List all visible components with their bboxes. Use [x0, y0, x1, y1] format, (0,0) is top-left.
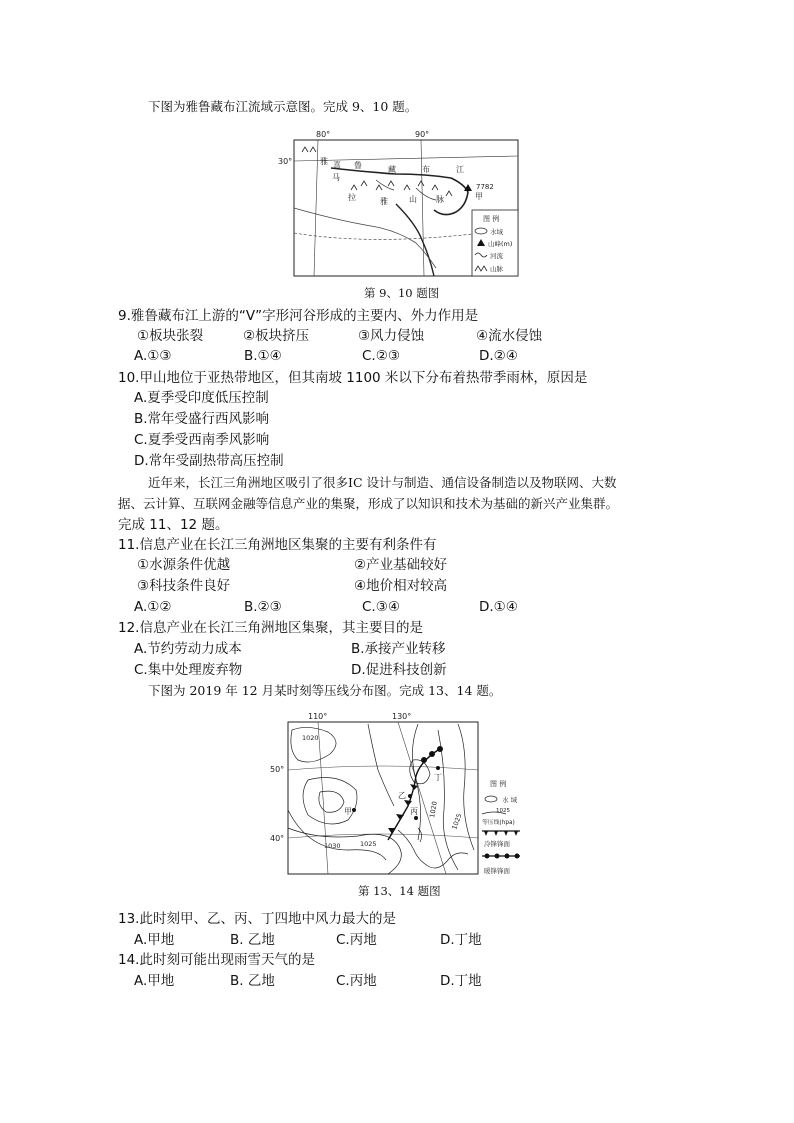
legend-warm-front: 暖锋锋面 [484, 867, 510, 875]
yarlung-tsangpo-map [276, 128, 526, 280]
river-char: 江 [456, 165, 464, 174]
point-jia-marker [352, 808, 356, 812]
lon-label-130: 130° [392, 712, 412, 721]
river-char: 雅 [320, 157, 328, 166]
figure-caption: 第 9、10 题图 [364, 286, 440, 300]
question-12-stem: 12.信息产业在长江三角洲地区集聚，其主要目的是 [118, 620, 423, 636]
isobar-label: 1020 [302, 734, 319, 742]
q13-option-b[interactable]: B. 乙地 [230, 932, 275, 948]
point-yi: 乙 [398, 791, 406, 800]
isobar-label: 1025 [360, 840, 377, 848]
intro-paragraph-line: 近年来，长江三角洲地区吸引了很多IC 设计与制造、通信设备制造以及物联网、大数 [148, 475, 617, 490]
question-13-stem: 13.此时刻甲、乙、丙、丁四地中风力最大的是 [118, 911, 396, 927]
lat-line-40 [288, 834, 478, 838]
lon-line-90 [421, 140, 424, 276]
point-ding-marker [436, 766, 440, 770]
legend-mountain: 山脉 [490, 265, 503, 273]
point-bing-marker [414, 816, 418, 820]
q9-option-c[interactable]: C.②③ [362, 348, 400, 364]
legend-cold-front-icon [484, 831, 518, 836]
river-char: 藏 [388, 165, 396, 174]
intro-paragraph-line: 完成 11、12 题。 [118, 517, 229, 533]
question-14-stem: 14.此时刻可能出现雨雪天气的是 [118, 952, 315, 968]
legend-isobar-value: 1025 [496, 808, 510, 814]
isobar-label: 1020 [428, 800, 439, 819]
q12-option-d[interactable]: D.促进科技创新 [351, 662, 447, 678]
q11-option-c[interactable]: C.③④ [362, 599, 400, 615]
q14-option-b[interactable]: B. 乙地 [230, 973, 275, 989]
legend-peak: 山峰(m) [488, 240, 513, 248]
legend-title: 图 例 [490, 780, 507, 788]
q9-option-b[interactable]: B.①④ [244, 348, 282, 364]
lat-line-50 [288, 766, 478, 770]
point-jia: 甲 [344, 807, 352, 816]
legend-water-icon [485, 796, 497, 802]
river-lower [396, 204, 434, 276]
q11-item: ①水源条件优越 [137, 557, 231, 573]
q11-option-d[interactable]: D.①④ [479, 599, 518, 615]
mountain-char: 雅 [380, 197, 388, 206]
coastline [398, 830, 468, 868]
question-9-stem: 9.雅鲁藏布江上游的“V”字形河谷形成的主要内、外力作用是 [118, 308, 479, 324]
q12-option-b[interactable]: B.承接产业转移 [351, 641, 446, 657]
warm-front-semicircles [421, 746, 443, 763]
q9-item: ③风力侵蚀 [358, 328, 425, 344]
isobar-label: 1030 [324, 842, 341, 850]
isobar-label: 1025 [450, 812, 464, 831]
question-10-stem: 10.甲山地位于亚热带地区，但其南坡 1100 米以下分布着热带季雨林，原因是 [118, 370, 588, 386]
point-ding: 丁 [434, 773, 442, 782]
map-frame [288, 722, 478, 874]
question-11-stem: 11.信息产业在长江三角洲地区集聚的主要有利条件有 [118, 537, 437, 553]
lon-line-110 [318, 722, 328, 874]
q13-option-a[interactable]: A.甲地 [134, 932, 175, 948]
q9-item: ②板块挤压 [243, 328, 310, 344]
q11-option-b[interactable]: B.②③ [244, 599, 282, 615]
intro-text: 下图为 2019 年 12 月某时刻等压线分布图。完成 13、14 题。 [148, 683, 502, 698]
mountain-char: 马 [332, 173, 340, 182]
mountain-char: 脉 [436, 195, 444, 204]
q11-item: ②产业基础较好 [354, 557, 448, 573]
peak-height: 7782 [476, 183, 494, 191]
q12-option-c[interactable]: C.集中处理废弃物 [134, 662, 243, 678]
tributary [416, 188, 436, 200]
legend-river: 河流 [490, 252, 503, 260]
q10-option-b[interactable]: B.常年受盛行西风影响 [134, 411, 270, 427]
mountain-char: 喜 [333, 161, 341, 170]
intro-paragraph-line: 据、云计算、互联网金融等信息产业的集聚，形成了以知识和技术为基础的新兴产业集群。 [118, 496, 619, 511]
q11-item: ③科技条件良好 [137, 578, 231, 594]
isobar-lines [288, 724, 474, 874]
q9-item: ④流水侵蚀 [476, 328, 543, 344]
lon-label-110: 110° [308, 712, 328, 721]
q12-option-a[interactable]: A.节约劳动力成本 [134, 641, 242, 657]
point-yi-marker [408, 794, 412, 798]
q11-option-a[interactable]: A.①② [134, 599, 172, 615]
intro-text: 下图为雅鲁藏布江流域示意图。完成 9、10 题。 [148, 99, 418, 114]
q10-option-d[interactable]: D.常年受副热带高压控制 [134, 453, 284, 469]
q13-option-c[interactable]: C.丙地 [336, 932, 377, 948]
lat-label-40: 40° [270, 834, 285, 843]
mountain-char: 拉 [348, 193, 356, 202]
lon-label-80: 80° [316, 130, 331, 139]
q11-item: ④地价相对较高 [354, 578, 448, 594]
river-char: 布 [422, 165, 430, 174]
point-bing: 丙 [410, 807, 418, 816]
isobar-map [268, 710, 528, 880]
q14-option-d[interactable]: D.丁地 [440, 973, 482, 989]
q10-option-c[interactable]: C.夏季受西南季风影响 [134, 432, 270, 448]
lat-label-30: 30° [278, 157, 293, 166]
coastline [418, 828, 422, 842]
q14-option-a[interactable]: A.甲地 [134, 973, 175, 989]
q14-option-c[interactable]: C.丙地 [336, 973, 377, 989]
mountain-char: 山 [409, 195, 417, 204]
q10-option-a[interactable]: A.夏季受印度低压控制 [134, 390, 269, 406]
q9-option-d[interactable]: D.②④ [479, 348, 518, 364]
legend-cold-front: 冷锋锋面 [484, 840, 510, 848]
lat-label-50: 50° [270, 765, 285, 774]
figure-caption: 第 13、14 题图 [358, 884, 441, 898]
legend-isobar: 等压线(hpa) [482, 820, 515, 826]
q9-item: ①板块张裂 [137, 328, 204, 344]
legend-water: 水 域 [502, 796, 518, 804]
legend-water: 水域 [490, 228, 503, 236]
q13-option-d[interactable]: D.丁地 [440, 932, 482, 948]
legend-title: 图 例 [483, 215, 500, 223]
peak-name: 甲 [475, 192, 483, 201]
river-char: 鲁 [354, 161, 362, 170]
lon-label-90: 90° [415, 130, 430, 139]
q9-option-a[interactable]: A.①③ [134, 348, 172, 364]
